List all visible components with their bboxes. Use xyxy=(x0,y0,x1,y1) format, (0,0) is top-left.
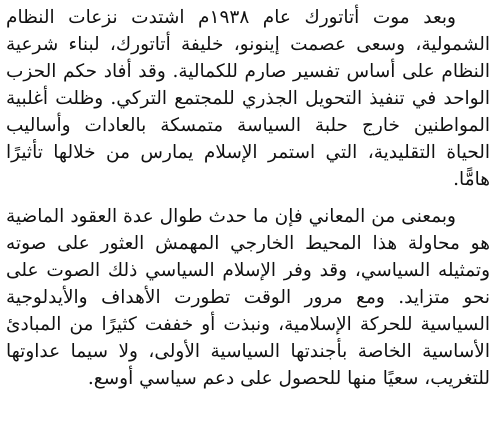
document-page xyxy=(6,4,490,442)
paragraph-2: وبمعنى من المعاني فإن ما حدث طوال عدة العقود الماضية هو محاولة هذا المحيط الخارجي المهمش العثور على صوته وتمثيله السياسي، وقد وفر الإسلام السياسي ذلك الصوت على نحو متزايد. ومع مرور الوقت تطورت الأهداف والأيدلوجية السياسية للحركة الإسلامية، ونبذت أو خففت كثيرًا من المبادئ الأساسية الخاصة بأجندتها السياسية الأولى، ولا سيما عداوتها للتغريب، سعيًا منها للحصول على دعم سياسي أوسع. xyxy=(6,206,490,389)
paragraph-1: وبعد موت أتاتورك عام ١٩٣٨م اشتدت نزعات النظام الشمولية، وسعى عصمت إينونو، خليفة أتاتورك، لبناء شرعية النظام على أساس تفسير صارم للكمالية. وقد أفاد حكم الحزب الواحد في تنفيذ التحويل الجذري للمجتمع التركي. وظلت أغلبية المواطنين خارج حلبة السياسة متمسكة بالعادات وأساليب الحياة التقليدية، التي استمر الإسلام يمارس من خلالها تأثيرًا هامًّا. xyxy=(6,7,490,190)
